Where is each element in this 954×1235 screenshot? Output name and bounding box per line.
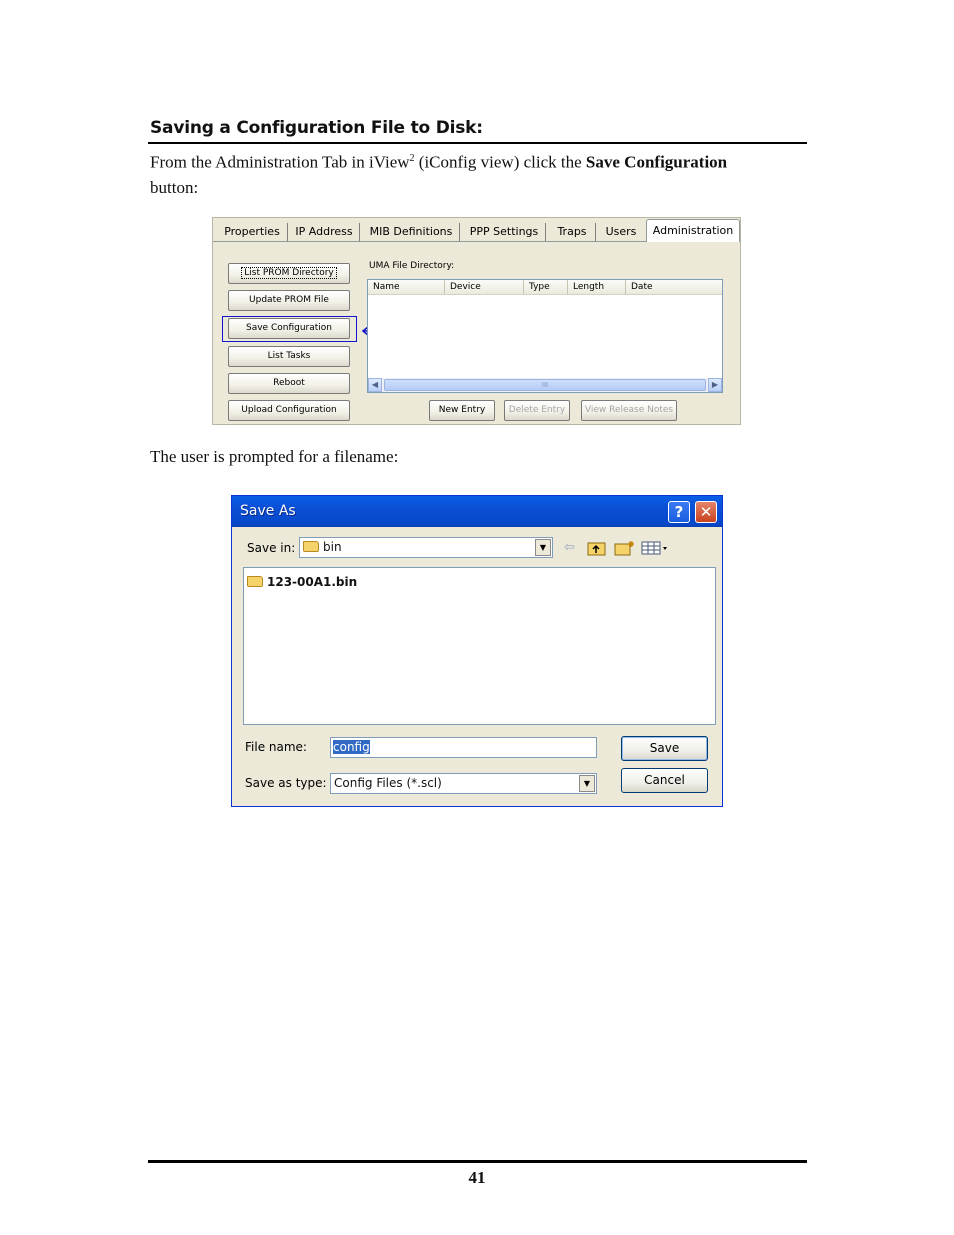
tab-traps[interactable]: Traps: [549, 223, 596, 241]
intro-superscript: 2: [409, 153, 415, 164]
close-icon[interactable]: ✕: [695, 501, 717, 523]
page-number: 41: [468, 1168, 486, 1187]
save-button[interactable]: Save: [621, 736, 708, 761]
tab-users[interactable]: Users: [605, 225, 637, 238]
reboot-button[interactable]: Reboot: [228, 373, 350, 394]
footer-rule: [148, 1160, 807, 1163]
save-as-type-label: Save as type:: [245, 776, 327, 790]
column-header-device[interactable]: Device: [445, 280, 524, 295]
cancel-button[interactable]: Cancel: [621, 768, 708, 793]
save-configuration-button[interactable]: Save Configuration: [228, 318, 350, 339]
scroll-left-icon[interactable]: ◀: [368, 378, 382, 392]
file-name-entry: 123-00A1.bin: [267, 575, 358, 589]
save-in-label: Save in:: [247, 541, 296, 555]
heading-rule: [148, 142, 807, 144]
save-as-type-value: Config Files (*.scl): [334, 776, 442, 790]
file-name-field[interactable]: [330, 737, 597, 758]
prompt-text: The user is prompted for a filename:: [150, 447, 399, 466]
delete-entry-button[interactable]: Delete Entry: [504, 400, 570, 421]
horizontal-scrollbar[interactable]: [368, 378, 722, 392]
uma-file-list[interactable]: [367, 279, 723, 393]
list-tasks-button[interactable]: List Tasks: [228, 346, 350, 367]
new-entry-button[interactable]: New Entry: [429, 400, 495, 421]
scroll-right-icon[interactable]: ▶: [708, 378, 722, 392]
dialog-title: Save As: [240, 503, 296, 519]
back-icon[interactable]: ⇦: [564, 540, 575, 555]
uma-directory-label: UMA File Directory:: [369, 261, 455, 271]
iconfig-admin-screenshot: [212, 217, 741, 425]
tab-properties[interactable]: Properties: [217, 223, 288, 241]
save-as-type-select[interactable]: [330, 773, 597, 794]
column-header-date[interactable]: Date: [626, 280, 722, 295]
save-in-combo[interactable]: [299, 537, 553, 558]
help-icon[interactable]: ?: [668, 501, 690, 523]
intro-paragraph: [150, 146, 810, 200]
up-folder-icon[interactable]: [587, 540, 607, 560]
folder-icon: [247, 576, 263, 587]
tab-administration[interactable]: Administration: [646, 219, 740, 242]
dialog-titlebar[interactable]: [232, 496, 722, 527]
save-as-dialog: [231, 495, 723, 807]
intro-text-before: From the Administration Tab in iView: [150, 152, 410, 172]
intro-text-after: button:: [150, 177, 199, 197]
intro-bold-text: Save Configuration: [585, 152, 728, 172]
list-prom-directory-button[interactable]: List PROM Directory: [228, 263, 350, 284]
column-header-name[interactable]: Name: [368, 280, 445, 295]
tab-mib-definitions[interactable]: MIB Definitions: [363, 223, 460, 241]
tab-ppp-settings[interactable]: PPP Settings: [463, 223, 546, 241]
folder-icon: [303, 541, 319, 552]
tab-strip: [213, 218, 742, 242]
view-menu-icon[interactable]: [641, 540, 669, 560]
scroll-thumb[interactable]: III: [384, 379, 706, 391]
list-item[interactable]: [247, 575, 357, 589]
new-folder-icon[interactable]: [614, 540, 636, 560]
intro-text-middle: (iConfig view) click the: [414, 152, 586, 172]
column-header-length[interactable]: Length: [568, 280, 626, 295]
section-heading: Saving a Configuration File to Disk:: [150, 118, 483, 138]
file-name-label: File name:: [245, 740, 307, 754]
tab-baseline: [213, 241, 646, 242]
file-name-value: config: [333, 740, 370, 754]
chevron-down-icon[interactable]: ▼: [579, 775, 595, 792]
update-prom-file-button[interactable]: Update PROM File: [228, 290, 350, 311]
upload-configuration-button[interactable]: Upload Configuration: [228, 400, 350, 421]
chevron-down-icon[interactable]: ▼: [535, 539, 551, 556]
view-release-notes-button[interactable]: View Release Notes: [581, 400, 677, 421]
file-list[interactable]: [243, 567, 716, 725]
save-in-value: bin: [323, 540, 342, 554]
column-header-type[interactable]: Type: [524, 280, 568, 295]
tab-ip-address[interactable]: IP Address: [289, 223, 360, 241]
save-configuration-highlight: [222, 316, 357, 342]
